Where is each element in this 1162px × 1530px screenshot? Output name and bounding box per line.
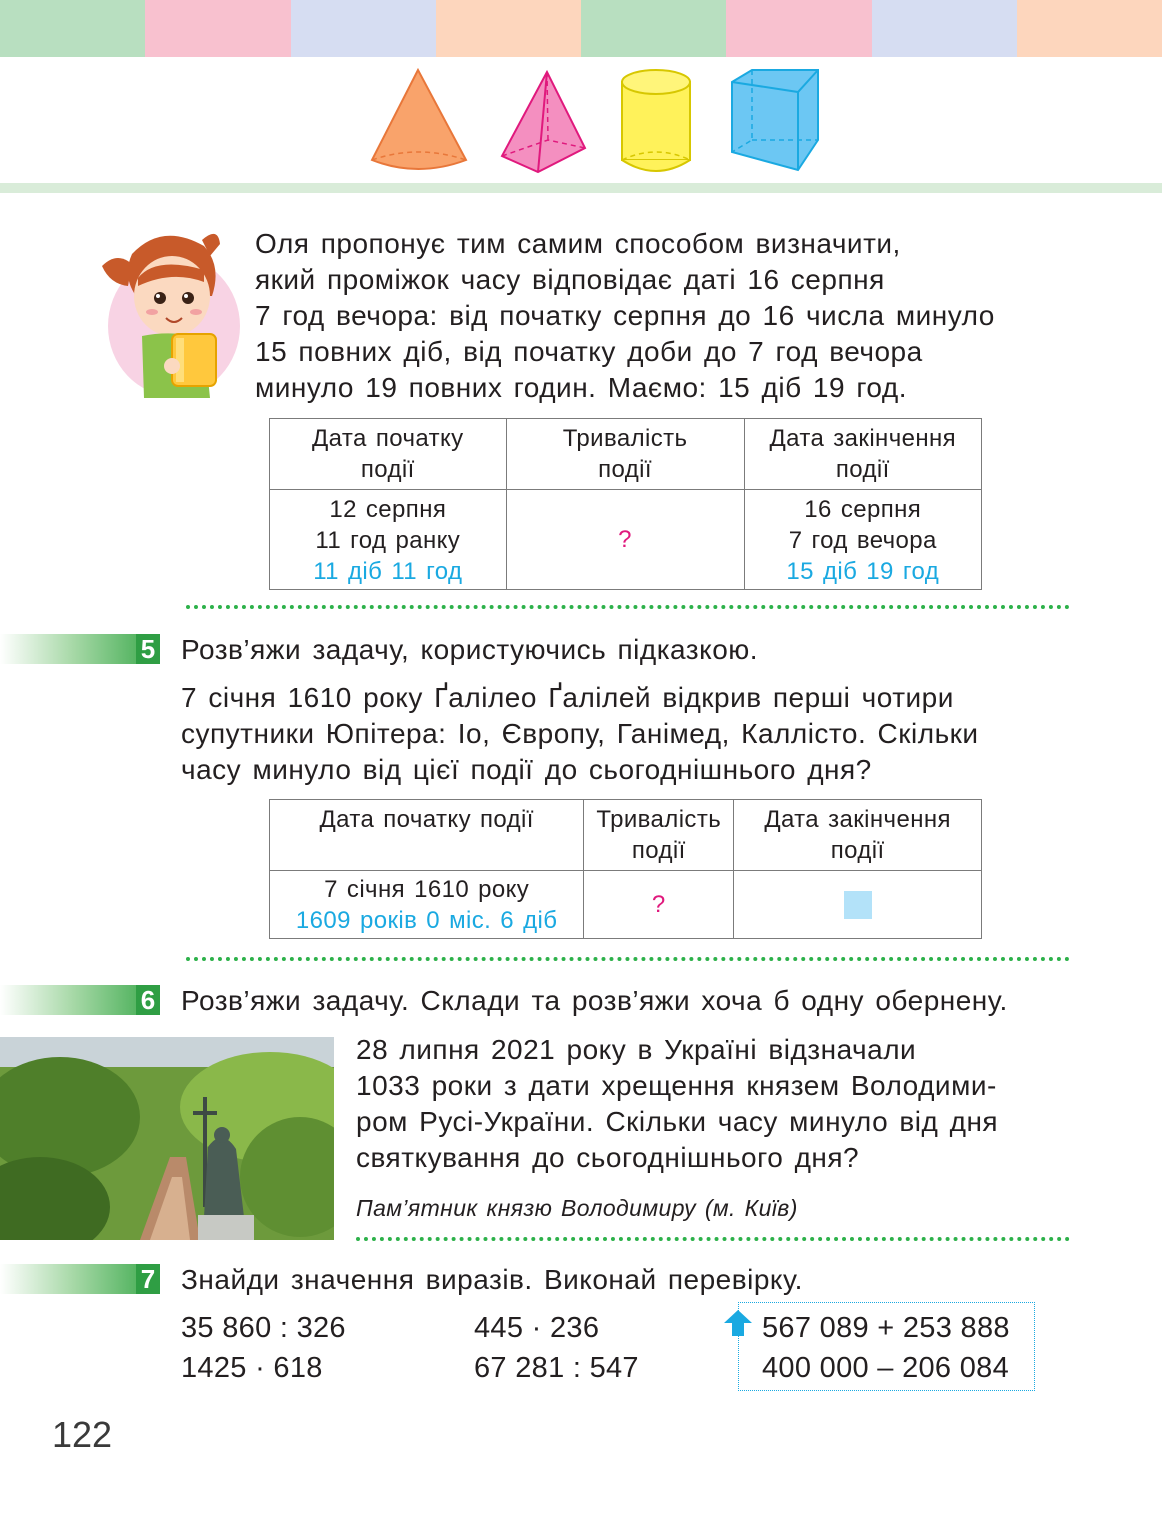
task5-table	[269, 799, 982, 939]
header-start-date: Дата початку події	[270, 419, 507, 490]
header-end-date: Дата закінчення події	[744, 419, 981, 490]
start-time: 11 год ранку	[315, 527, 461, 554]
end-date-cell	[744, 490, 981, 590]
task5-line: часу минуло від цієї події до сьогоднішнього дня?	[181, 754, 872, 785]
task6-line: ром Русі-України. Скільки часу минуло від дня	[356, 1106, 999, 1137]
task-number: 7	[136, 1264, 160, 1294]
task5-paragraph	[181, 680, 979, 788]
start-calc: 1609 років 0 міс. 6 діб	[295, 907, 558, 934]
intro-table	[269, 418, 982, 590]
monument-photo	[0, 1037, 334, 1240]
start-date: 7 січня 1610 року	[324, 876, 530, 903]
task-number: 6	[136, 985, 160, 1015]
task6-line: святкування до сьогоднішнього дня?	[356, 1142, 860, 1173]
expression: 35 860 : 326	[181, 1312, 346, 1344]
header-color-stripe	[0, 0, 1162, 57]
dotted-separator	[356, 1237, 1070, 1241]
task6-line: 1033 роки з дати хрещення князем Володими-	[356, 1070, 997, 1101]
expression-column-1	[181, 1308, 346, 1388]
dotted-separator	[186, 957, 1070, 961]
task6-title: Розв’яжи задачу. Склади та розв’яжи хоча б одну обернену.	[181, 985, 1008, 1016]
dotted-separator	[186, 605, 1070, 609]
task6-line: 28 липня 2021 року в Україні відзначали	[356, 1034, 917, 1065]
task6-paragraph	[356, 1032, 998, 1176]
task5-line: 7 січня 1610 року Ґалілео Ґалілей відкрив перші чотири	[181, 682, 954, 713]
page-number: 122	[52, 1414, 113, 1455]
header-duration: Тривалість події	[584, 800, 734, 871]
end-calc: 15 діб 19 год	[786, 558, 940, 585]
girl-with-book-illustration	[92, 226, 242, 398]
end-date-cell	[734, 871, 982, 939]
task7-title: Знайди значення виразів. Виконай перевірку.	[181, 1264, 803, 1295]
intro-line: минуло 19 повних годин. Маємо: 15 діб 19 год.	[255, 372, 907, 403]
start-calc: 11 діб 11 год	[313, 558, 463, 585]
end-date: 16 серпня	[804, 496, 922, 523]
header-start-date: Дата початку події	[270, 800, 584, 871]
geometric-shapes	[360, 60, 830, 180]
expression: 445 · 236	[474, 1312, 600, 1344]
cone-icon	[372, 70, 466, 169]
task-number: 5	[136, 634, 160, 664]
expression: 400 000 – 206 084	[762, 1352, 1009, 1384]
task5-title: Розв’яжи задачу, користуючись підказкою.	[181, 634, 759, 665]
start-date-cell	[270, 490, 507, 590]
task-number-badge	[0, 985, 160, 1015]
header-end-date: Дата закінчення події	[734, 800, 982, 871]
blank-square	[844, 891, 872, 919]
start-date: 12 серпня	[329, 496, 447, 523]
start-date-cell	[270, 871, 584, 939]
intro-line: Оля пропонує тим самим способом визначити,	[255, 228, 901, 259]
expression-column-3	[762, 1308, 1010, 1388]
expression: 67 281 : 547	[474, 1352, 639, 1384]
task5-line: супутники Юпітера: Іо, Європу, Ганімед, Каллісто. Скільки	[181, 718, 979, 749]
photo-caption: Пам’ятник князю Володимиру (м. Київ)	[356, 1195, 798, 1221]
end-time: 7 год вечора	[788, 527, 937, 554]
intro-line: який проміжок часу відповідає даті 16 серпня	[255, 264, 885, 295]
intro-line: 7 год вечора: від початку серпня до 16 числа минуло	[255, 300, 995, 331]
expression: 567 089 + 253 888	[762, 1312, 1010, 1344]
task-number-badge	[0, 634, 160, 664]
intro-line: 15 повних діб, від початку доби до 7 год вечора	[255, 336, 923, 367]
expression-column-2	[474, 1308, 639, 1388]
task-number-badge	[0, 1264, 160, 1294]
cylinder-icon	[622, 70, 690, 171]
intro-paragraph	[255, 226, 995, 406]
pyramid-icon	[502, 72, 585, 172]
header-duration: Тривалість події	[506, 419, 744, 490]
duration-unknown: ?	[584, 871, 734, 939]
duration-unknown: ?	[506, 490, 744, 590]
expression: 1425 · 618	[181, 1352, 323, 1384]
header-divider	[0, 183, 1162, 193]
prism-icon	[732, 70, 818, 170]
